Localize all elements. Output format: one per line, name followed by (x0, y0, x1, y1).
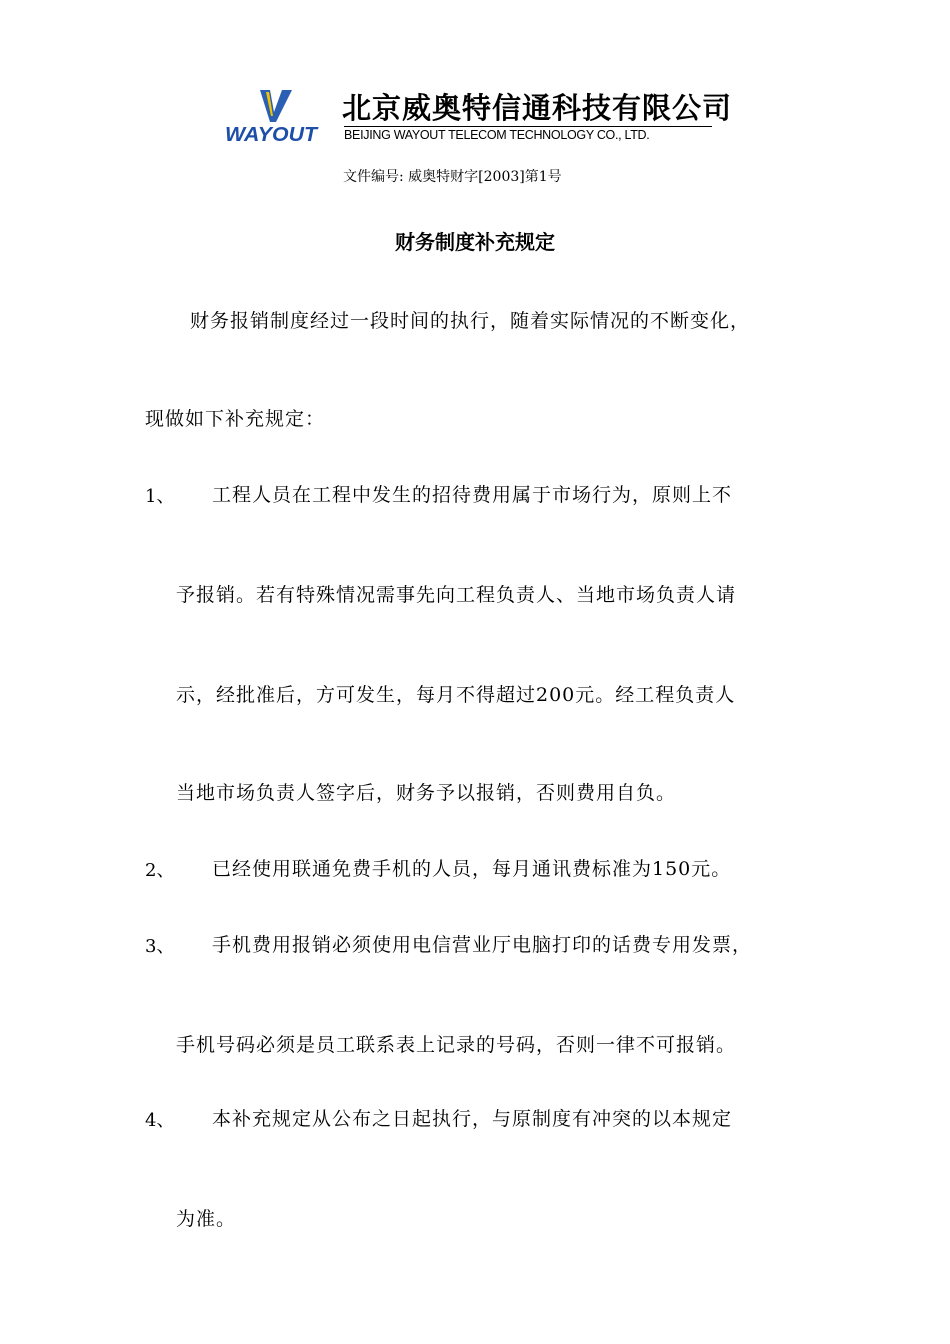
item-number: 4、 (145, 1110, 175, 1131)
company-name-en: BEIJING WAYOUT TELECOM TECHNOLOGY CO., LTD. (344, 126, 712, 142)
item-number: 1、 (145, 486, 175, 507)
item-line: 当地市场负责人签字后，财务予以报销，否则费用自负。 (176, 782, 677, 804)
item-line: 予报销。若有特殊情况需事先向工程负责人、当地市场负责人请 (176, 584, 737, 606)
document-title: 财务制度补充规定 (395, 230, 555, 254)
item-line: 为准。 (176, 1208, 237, 1230)
item-line: 本补充规定从公布之日起执行，与原制度有冲突的以本规定 (212, 1108, 733, 1130)
item-line: 手机号码必须是员工联系表上记录的号码，否则一律不可报销。 (176, 1034, 737, 1056)
svg-text:WAYOUT: WAYOUT (225, 124, 319, 146)
intro-line-2: 现做如下补充规定： (145, 408, 326, 430)
item-line: 工程人员在工程中发生的招待费用属于市场行为，原则上不 (212, 484, 733, 506)
item-line: 手机费用报销必须使用电信营业厅电脑打印的话费专用发票， (212, 934, 753, 956)
wayout-logo (222, 88, 320, 146)
item-number: 2、 (145, 860, 175, 881)
intro-line-1: 财务报销制度经过一段时间的执行，随着实际情况的不断变化， (190, 310, 751, 332)
company-name-cn: 北京威奥特信通科技有限公司 (342, 91, 733, 125)
document-number: 文件编号: 威奥特财字[2003]第1号 (343, 169, 562, 185)
item-line: 已经使用联通免费手机的人员，每月通讯费标准为150元。 (212, 858, 732, 880)
item-line: 示，经批准后，方可发生，每月不得超过200元。经工程负责人 (176, 684, 736, 706)
item-number: 3、 (145, 936, 175, 957)
